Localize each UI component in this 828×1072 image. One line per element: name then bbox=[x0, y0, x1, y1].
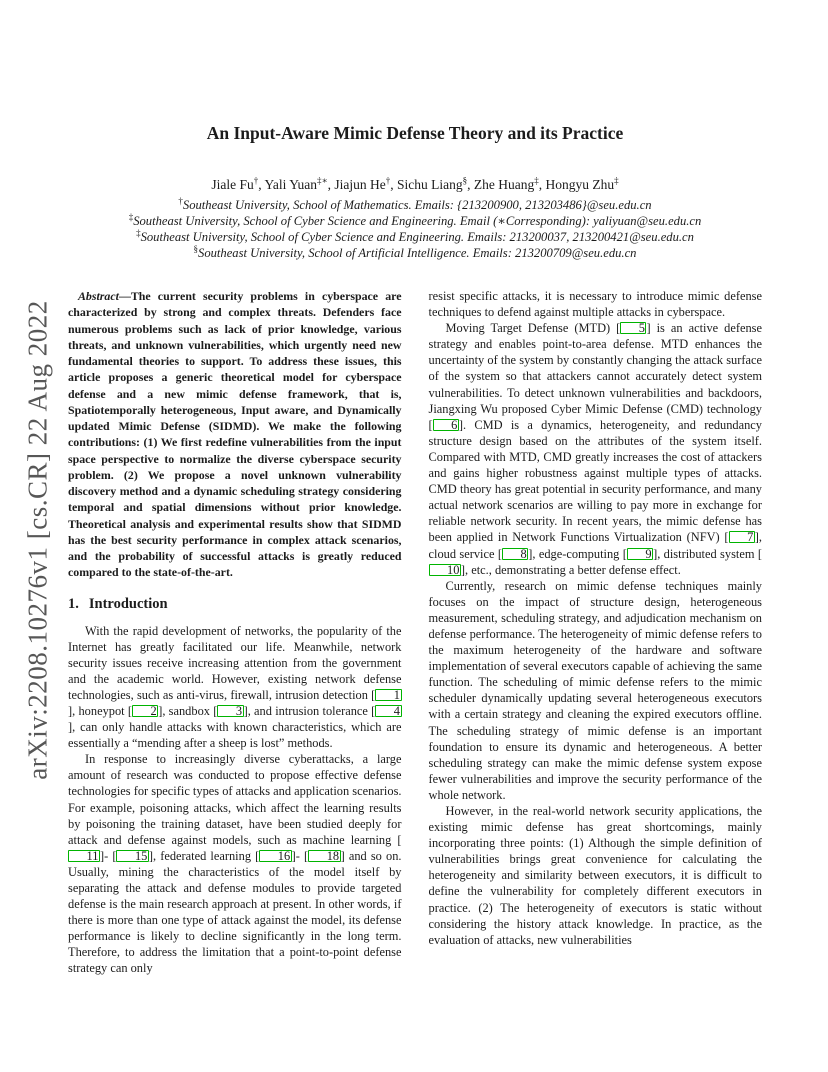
author-name: Jiale Fu† bbox=[211, 175, 259, 192]
section-heading-introduction bbox=[68, 596, 402, 613]
affiliation-superscript: ‡ bbox=[136, 227, 141, 238]
author-superscript: † bbox=[385, 175, 391, 186]
paragraph-intro-1: With the rapid development of networks, the popularity of the Internet has greatly facilitated our life. Meanwhile, network security issues receive increasing attention from the government and the academic world. However, existing network defense technologies, such as anti-virus, firewall, intrusion detection [ 1], honeypot [ 2 ], sandbox [ 3 ], and intrusion tolerance [ 4], can only handle attacks with known characteristics, which are essentially a “mending after a sheep is lost” methods. bbox=[68, 623, 402, 751]
affiliation-line: §Southeast University, School of Artificial Intelligence. Emails: 213200709@seu.edu.cn bbox=[193, 243, 637, 260]
affiliation-line: †Southeast University, School of Mathematics. Emails: {213200900, 213203486}@seu.edu.cn bbox=[178, 195, 652, 212]
affiliation-superscript: § bbox=[193, 243, 199, 254]
citation-link[interactable]: 18 bbox=[308, 850, 340, 862]
paragraph-intro-2: In response to increasingly diverse cyberattacks, a large amount of research was conducted to propose effective defense technologies for specific types of attacks and application scenarios. For example, poisoning attacks, which affect the learning results by poisoning the training dataset, have been studied deeply for attack and defense against models, such as machine learning [11 ]- [ 15 ], federated learning [ 16 ]- [ 18 ] and so on. Usually, mining the characteristics of the model itself by separating the attack and defense modules to provide targeted defense is the main research approach at present. In other words, if there is more than one type of attack against the model, its defense performance is likely to decline significantly in the long term. Therefore, to address the limitation that a point-to-point defense strategy can only bbox=[68, 752, 402, 976]
author-superscript: § bbox=[462, 175, 468, 186]
citation-link[interactable]: 10 bbox=[429, 564, 461, 576]
author-superscript: ‡ bbox=[614, 175, 619, 186]
affiliation-line: ‡Southeast University, School of Cyber Science and Engineering. Email (∗Corresponding): yaliyuan@seu.edu.cn bbox=[128, 211, 702, 228]
author-superscript: ‡∗ bbox=[317, 175, 328, 186]
citation-link[interactable]: 16 bbox=[259, 850, 291, 862]
author-superscript: † bbox=[253, 175, 259, 186]
paragraph-intro-2-continued: resist specific attacks, it is necessary to introduce mimic defense techniques to defend against multiple attacks in cyberspace. bbox=[428, 289, 762, 320]
citation-link[interactable]: 15 bbox=[116, 850, 148, 862]
paragraph-intro-3: Moving Target Defense (MTD) [ 5 ] is an active defense strategy and enables point-to-area defense. MTD enhances the uncertainty of the system by constantly changing the attack surface of the system so that attackers cannot accurately detect system vulnerabilities. To detect unknown vulnerabilities and backdoors, Jiangxing Wu proposed Cyber Mimic Defense (CMD) technology [ 6 ]. CMD is a dynamics, heterogeneity, and redundancy structure design based on the attributes of the system itself. Compared with MTD, CMD greatly increases the cost of attackers and gains higher robustness against multiple types of attacks. CMD theory has great potential in security performance, and many actual network scenarios are willing to pay more in exchange for reliable network security. In recent years, the mimic defense has been applied in Network Functions Virtualization (NFV) [ 7 ], cloud service [ 8 ], edge-computing [ 9 ], distributed system [10 ], etc., demonstrating a better defense effect. bbox=[428, 321, 762, 577]
citation-link[interactable]: 8 bbox=[502, 548, 528, 560]
section-title: Introduction bbox=[88, 595, 168, 612]
citation-link[interactable]: 4 bbox=[375, 705, 401, 717]
citation-link[interactable]: 5 bbox=[620, 322, 646, 334]
author-name: Jiajun He† bbox=[334, 175, 391, 192]
arxiv-watermark: arXiv:2208.10276v1 [cs.CR] 22 Aug 2022 bbox=[22, 300, 53, 780]
author-superscript: ‡ bbox=[534, 175, 539, 186]
affiliations-block bbox=[34, 197, 796, 261]
right-column bbox=[429, 288, 763, 988]
author-name: Yali Yuan‡∗ bbox=[264, 175, 328, 192]
section-number: 1. bbox=[68, 595, 79, 612]
affiliation-superscript: ‡ bbox=[128, 211, 134, 222]
abstract bbox=[68, 288, 402, 581]
affiliation-superscript: † bbox=[178, 195, 183, 206]
body-columns bbox=[68, 288, 762, 988]
paragraph-intro-5: However, in the real-world network security applications, the existing mimic defense has great shortcomings, mainly incorporating three points: (1) Although the simple definition of vulnerabilities brings great convenience for calculating the heterogeneity and similarity between executors, it is difficult to define the vulnerability for completely different executors in practice. (2) The heterogeneity of executors is static without considering the history attack knowledge. In practice, as the evaluation of attacks, new vulnerabilities bbox=[428, 804, 762, 947]
abstract-text: —The current security problems in cyberspace are characterized by strong and complex threats. Defenders face numerous problems such as lack of prior knowledge, various threats, and unknown vulnerabilities, which urgently need new fundamental theories to support. To address these issues, this article proposes a generic theoretical model for cyberspace defense and a new mimic defense framework, that is, Spatiotemporally heterogeneous, Input aware, and Dynamically updated Mimic Defense (SIDMD). We make the following contributions: (1) We first redefine vulnerabilities from the input space perspective to normalize the diverse cyberspace security problem. (2) We propose a novel unknown vulnerability discovery method and a dynamic scheduling strategy considering temporal and spatial dimensions without prior knowledge. Theoretical analysis and experimental results show that SIDMD has the best security performance in complex attack scenarios, and the probability of successful attacks is greatly reduced compared to the state-of-the-art. bbox=[68, 289, 402, 580]
citation-link[interactable]: 7 bbox=[729, 531, 755, 543]
author-name: Sichu Liang§ bbox=[397, 175, 468, 192]
citation-link[interactable]: 6 bbox=[433, 419, 459, 431]
citation-link[interactable]: 11 bbox=[68, 850, 100, 862]
author-name: Zhe Huang‡ bbox=[473, 175, 539, 192]
citation-link[interactable]: 2 bbox=[132, 705, 158, 717]
authors-line: Jiale Fu†, Yali Yuan‡∗, Jiajun He†, Sichu Liang§, Zhe Huang‡, Hongyu Zhu‡ bbox=[211, 175, 619, 192]
paragraph-intro-4: Currently, research on mimic defense techniques mainly focuses on the impact of structure design, heterogeneous measurement, scheduling strategy, and adjudication mechanism on defense performance. The heterogeneity of mimic defense refers to the maximum heterogeneity of the hardware and software implementation of several executors capable of achieving the same function. The scheduling of mimic defense refers to the mimic scheduler dynamically updating several heterogeneous executors with a certain strategy and cleaning the expired executors offline. The scheduling strategy of mimic defense is an important foundation to ensure its dynamic and heterogeneous. A better scheduling strategy can make the mimic defense system expose fewer vulnerabilities and improve the security performance of the whole network. bbox=[428, 578, 762, 802]
citation-link[interactable]: 1 bbox=[375, 689, 401, 701]
abstract-label: Abstract bbox=[78, 289, 119, 303]
affiliation-line: ‡Southeast University, School of Cyber Science and Engineering. Emails: 213200037, 213200421@seu.edu.cn bbox=[136, 227, 694, 244]
paper-title: An Input-Aware Mimic Defense Theory and its Practice bbox=[206, 123, 624, 143]
citation-link[interactable]: 9 bbox=[627, 548, 653, 560]
citation-link[interactable]: 3 bbox=[217, 705, 243, 717]
author-name: Hongyu Zhu‡ bbox=[545, 175, 619, 192]
left-column bbox=[68, 288, 402, 988]
